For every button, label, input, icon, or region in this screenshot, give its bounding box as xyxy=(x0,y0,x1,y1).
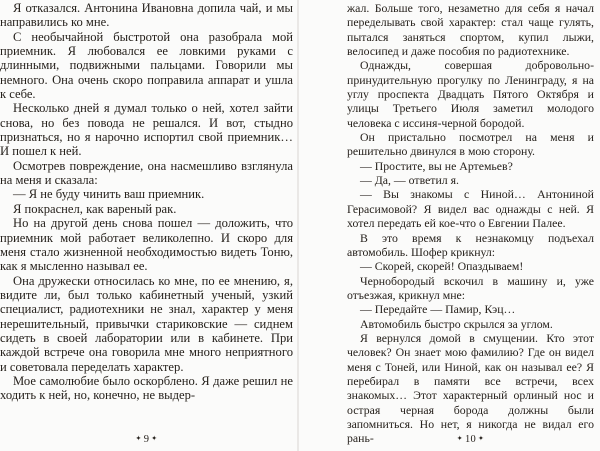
page-number: 10 xyxy=(464,434,477,445)
paragraph: — Вы знакомы с Ниной… Антониной Герасимовой? Я видел вас однажды с ней. Я хотел передать ей кое-что о Евгении Палее. xyxy=(347,187,594,231)
paragraph: Чернобородый вскочил в машину и, уже отъезжая, крикнул мне: xyxy=(347,273,594,302)
paragraph: Я вернулся домой в смущении. Кто этот человек? Он знает мою фамилию? Где он видел меня с Тоней, или Ниной, как он называл ее? Я перебирал в памяти все встречи, всех знакомых… Этот характерный орлиный нос и острая черная борода должны были запомниться. Но нет, я никогда не видал его рань- xyxy=(347,330,594,446)
page-left xyxy=(0,0,293,451)
paragraph: С необычайной быстротой она разобрала мой приемник. Я любовался ее ловкими руками с длинными, подвижными пальцами. Говорили мы немного. Она очень скоро поправила аппарат и ушла к себе. xyxy=(0,29,293,102)
paragraph: — Передайте — Памир, Кэц… xyxy=(360,302,516,317)
paragraph: Мое самолюбие было оскорблено. Я даже решил не ходить к ней, но, конечно, не выдер- xyxy=(0,373,293,403)
paragraph: Автомобиль быстро скрылся за углом. xyxy=(360,316,553,331)
page-right xyxy=(347,0,594,451)
paragraph: — Да, — ответил я. xyxy=(360,173,459,188)
paragraph: — Скорей, скорей! Опаздываем! xyxy=(360,259,524,274)
paragraph: — Простите, вы не Артемьев? xyxy=(360,158,513,173)
paragraph: Несколько дней я думал только о ней, хотел зайти снова, но без повода не решался. И вот, стыдно признаться, но я нарочно испортил свой приемник… И пошел к ней. xyxy=(0,101,293,159)
page-ornament-icon: ✦ xyxy=(456,434,463,443)
paragraph: Я отказался. Антонина Ивановна допила чай, и мы направились ко мне. xyxy=(0,1,293,30)
page-left-text xyxy=(0,0,293,403)
paragraph: Он пристально посмотрел на меня и решительно двинулся в мою сторону. xyxy=(347,130,594,159)
paragraph: Однажды, совершая добровольно-принудительную прогулку по Ленинграду, я на углу проспекта Двадцать Пятого Октября и улицы Третьего Июля заметил молодого человека с иссиня-черной бородой. xyxy=(347,58,594,130)
page-number: 9 xyxy=(143,434,150,445)
page-ornament-icon: ✦ xyxy=(135,434,142,443)
paragraph: Я покраснел, как вареный рак. xyxy=(13,201,177,216)
page-ornament-icon: ✦ xyxy=(151,434,158,443)
page-right-footer xyxy=(347,434,594,445)
page-right-text xyxy=(347,0,594,446)
paragraph: Но на другой день снова пошел — доложить, что приемник мой работает великолепно. И скоро для меня стало жизненной необходимостью видеть Тоню, как я мысленно называл ее. xyxy=(0,216,293,274)
paragraph: Она дружески относилась ко мне, по ее мнению, я, видите ли, был только кабинетный ученый, узкий специалист, радиотехники не знал, характер у меня нерешительный, привычки стариковские — сиднем сидеть в своей лаборатории или в кабинете. При каждой встрече она говорила мне много неприятного и советовала переделать характер. xyxy=(0,273,293,374)
page-left-footer xyxy=(0,434,293,445)
paragraph: В это время к незнакомцу подъехал автомобиль. Шофер крикнул: xyxy=(347,230,594,259)
paragraph: Осмотрев повреждение, она насмешливо взглянула на меня и сказала: xyxy=(0,158,293,188)
page-ornament-icon: ✦ xyxy=(478,434,485,443)
paragraph: жал. Больше того, незаметно для себя я начал переделывать свой характер: стал чаще гулять, пытался заняться спортом, купил лыжи, велосипед и даже пособия по радиотехнике. xyxy=(347,1,594,59)
page-gutter-divider xyxy=(297,0,299,451)
paragraph: — Я не буду чинить ваш приемник. xyxy=(13,187,205,202)
